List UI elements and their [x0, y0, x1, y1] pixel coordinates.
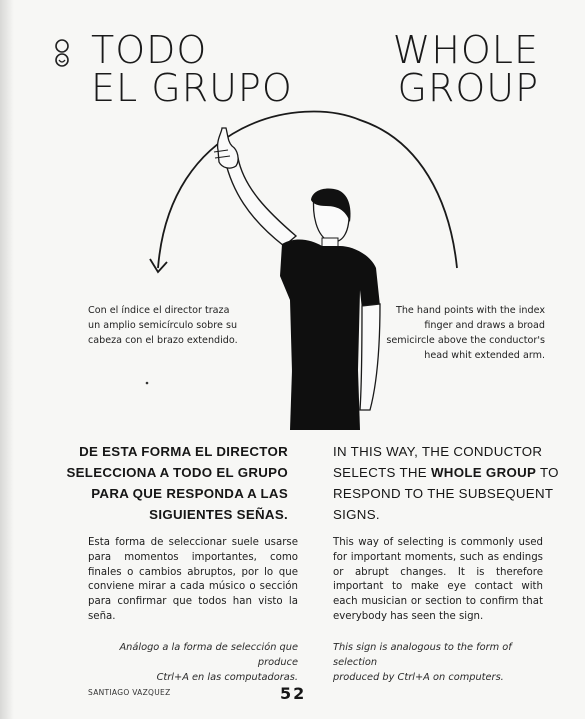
- caption-en-line: semicircle above the conductor's: [386, 335, 545, 346]
- note-en-line: This sign is analogous to the form of selection: [333, 642, 512, 668]
- caption-es-line: Con el índice el director traza: [88, 305, 230, 316]
- heading-english: [333, 441, 563, 525]
- raised-arm: [225, 158, 296, 246]
- heading-en-line: [333, 462, 563, 483]
- caption-en-line: The hand points with the index: [395, 305, 545, 316]
- black-pants: [290, 370, 360, 430]
- heading-en-text: SELECTS THE: [333, 465, 431, 480]
- pointing-hand: [218, 128, 238, 168]
- heading-es-line: PARA QUE RESPONDA A LAS: [91, 486, 288, 501]
- footer-author: SANTIAGO VAZQUEZ: [88, 688, 171, 697]
- heading-spanish: [58, 441, 288, 525]
- body-english: This way of selecting is commonly used for important moments, such as endings or abrupt changes. It is therefore important to make eye contact with each musician or section to confirm that everybody has seen the sign.: [333, 537, 543, 622]
- heading-es-line: SELECCIONA A TODO EL GRUPO: [66, 465, 288, 480]
- heading-es-line: DE ESTA FORMA EL DIRECTOR: [79, 444, 288, 459]
- body-spanish: Esta forma de seleccionar suele usarse para momentos importantes, como finales o cambios abruptos, por lo que conviene mirar a cada músico o sección para confirmar que todos han visto la seña.: [88, 537, 298, 622]
- caption-en-line: head whit extended arm.: [424, 350, 545, 361]
- note-es-line: Análogo a la forma de selección que produce: [119, 642, 298, 668]
- note-spanish: [88, 640, 298, 685]
- heading-en-line: SIGNS.: [333, 507, 380, 522]
- title-es-line-1: TODO: [91, 28, 208, 72]
- heading-en-line: RESPOND TO THE SUBSEQUENT: [333, 486, 554, 501]
- note-es-line: Ctrl+A en las computadoras.: [156, 672, 298, 683]
- title-en-line-1: WHOLE: [392, 28, 539, 72]
- page-number: 52: [280, 684, 307, 703]
- caption-en-line: finger and draws a broad: [424, 320, 545, 331]
- caption-es-line: cabeza con el brazo extendido.: [88, 335, 238, 346]
- title-es-line-2: EL GRUPO: [91, 66, 293, 110]
- heading-en-bold: WHOLE GROUP: [430, 465, 537, 480]
- note-english: [333, 640, 548, 685]
- caption-english: [345, 303, 545, 363]
- caption-spanish: [88, 303, 288, 348]
- heading-es-line: SIGUIENTES SEÑAS.: [149, 507, 288, 522]
- heading-en-line: IN THIS WAY, THE CONDUCTOR: [333, 444, 543, 459]
- note-en-line: produced by Ctrl+A on computers.: [333, 672, 504, 683]
- heading-en-text: TO: [536, 465, 559, 480]
- caption-es-line: un amplio semicírculo sobre su: [88, 320, 238, 331]
- title-en-line-2: GROUP: [397, 66, 539, 110]
